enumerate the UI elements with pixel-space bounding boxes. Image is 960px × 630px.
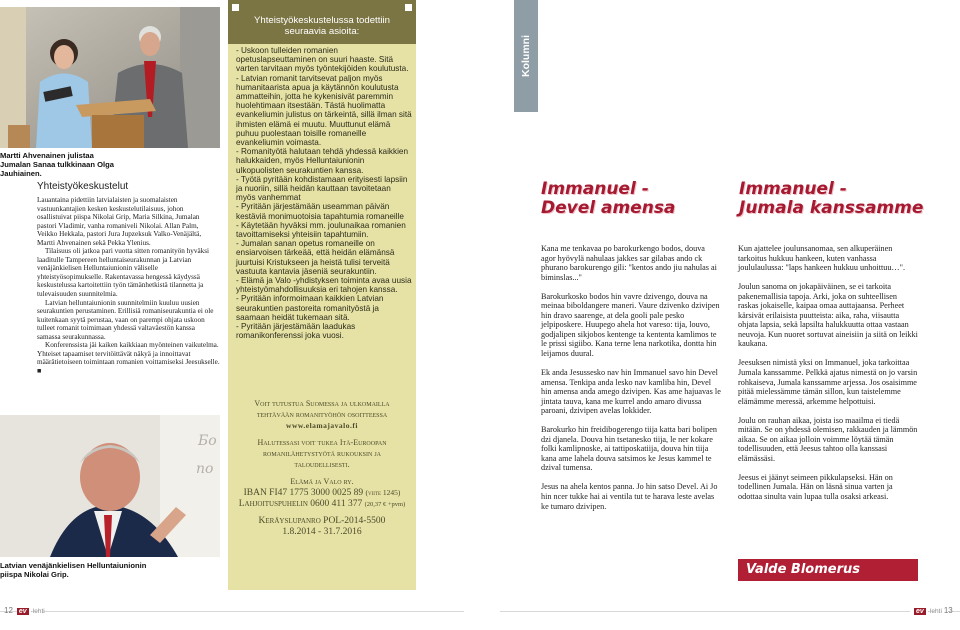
box-list-item: - Uskoon tulleiden romanien opetuslapseuttaminen on suuri haaste. Sitä varten tarvitaan myös työntekijöiden koulutusta. xyxy=(236,46,409,74)
finnish-heading-line1: Immanuel - xyxy=(739,179,847,199)
corner-ornament xyxy=(405,4,412,11)
permit-dates: 1.8.2014 - 31.7.2016 xyxy=(282,527,362,537)
box-list xyxy=(236,46,412,341)
permit-label: Keräyslupanro xyxy=(258,516,321,526)
website-link[interactable]: www.elamajavalo.fi xyxy=(286,421,358,430)
box-heading-line1: Yhteistyökeskustelussa todettiin xyxy=(254,15,390,26)
iban-reference: (viite 1245) xyxy=(365,488,401,497)
finnish-paragraph: Jeesus ei jäänyt seimeen pikkulapseksi. Hän on todellinen Jumala. Hän on läsnä sinua varten ja odottaa sinulta vain lupaa tulla osaksi arkeasi. xyxy=(738,472,893,502)
footer-divider xyxy=(44,611,464,612)
footer-divider xyxy=(500,611,910,612)
magazine-logo: ev xyxy=(916,608,924,615)
page-number: 13 xyxy=(943,606,953,615)
signature: Valde Blomerus xyxy=(746,562,860,577)
finnish-paragraph: Joulun sanoma on jokapäiväinen, se ei tarkoita pakenemallisia tapoja. Arki, joka on suhteellisen raskas jokaiselle, kaipaa omaa auttajaansa. Perheet kärsivät erilaisista puutteista: aika, raha, viisautta ohjata lapsia, sekä lapsilta halukkuutta ottaa vastaan neuvoja. Kun nuoret sortuvat aineisiin ja siitä on leikki kaukana. xyxy=(738,282,918,349)
romani-heading-line2: Devel amensa xyxy=(541,198,676,218)
finnish-paragraph: Kun ajattelee joulunsanomaa, sen alkuperäinen tarkoitus hukkuu hankeen, kuten vanhassa joululaulussa: "laps hankeen hukkuu unhoittuu…". xyxy=(738,244,906,273)
box-list-item: - Työtä pyritään kohdistamaan erityisesti lapsiin ja nuoriin, sillä heidän kauttaan tavoitetaan myös vanhemmat xyxy=(236,174,408,203)
column-tab xyxy=(514,0,538,112)
box-list-item: - Käytetään hyväksi mm. joulunaikaa romanien tavoittamiseksi yhteisiin tapahtumiin. xyxy=(236,220,406,240)
support-line: taloudellisesti. xyxy=(294,460,350,469)
phone-price: (20,37 € +pvm) xyxy=(364,501,406,508)
article-paragraph: Latvian helluntaiunionin suunnitelmiin kuuluu uusien seurakuntien perustaminen. Erillisiä romaniseurakuntia ei ole kuitenkaan syytä perustaa, vaan on parempi ohjata uskoon tulleet romanit toimimaan yhdessä valtaväestön kanssa samassa seurakunnassa. xyxy=(37,298,214,341)
finnish-column xyxy=(738,244,918,511)
article xyxy=(37,181,220,375)
corner-ornament xyxy=(232,4,239,11)
left-page-footer xyxy=(4,606,45,622)
support-line: romanilähetystyötä rukouksin ja xyxy=(263,449,381,458)
article-title: Yhteistyökeskustelut xyxy=(37,181,129,192)
photo-bishop xyxy=(0,415,220,557)
donation-phone: Lahjoituspuhelin 0600 411 377 xyxy=(238,499,363,509)
box-list-item: - Pyritään informoimaan kaikkien Latvian seurakuntien pastoreita romanityöstä ja saamaan heidät tukemaan sitä. xyxy=(236,294,384,322)
page-number: 12 xyxy=(4,606,13,615)
box-list-item: - Pyritään järjestämään laadukas romanikonferenssi joka vuosi. xyxy=(236,322,356,341)
iban: IBAN FI47 1775 3000 0025 89 xyxy=(243,488,364,498)
finnish-heading xyxy=(739,180,923,218)
box-list-item: - Elämä ja Valo -yhdistyksen toiminta avaa uusia yhteistyömahdollisuuksia eri tahojen kanssa. xyxy=(236,276,412,295)
box-heading-line2: seuraavia asioita: xyxy=(284,25,360,37)
magazine-logo-suffix: -lehti xyxy=(927,608,942,615)
right-page-footer xyxy=(912,606,953,622)
finnish-paragraph: Jeesuksen nimistä yksi on Immanuel, joka tarkoittaa Jumala kanssamme. Pelkkä ajatus nimestä on jo varsin rohkaiseva, Jumala kanssamme arjessa. Jos osaisimme pitää mielessämme tämän sillon, kun taistelemme elämämme meressä, arkemme helpottuisi. xyxy=(738,358,918,406)
svg-text:по: по xyxy=(196,461,214,477)
box-footer xyxy=(232,398,412,538)
column-tab-label: Kolumni xyxy=(520,35,532,77)
romani-paragraph: Jesus na ahela kentos panna. Jo hin satso Devel. Ai Jo hin ncer tukke hai ai ventila tut te harava leste avelas ke tumaro dzivipen. xyxy=(541,482,718,511)
permit-number: POL-2014-5500 xyxy=(323,516,386,526)
support-line: tehtävään romanityöhön osoitteessa xyxy=(256,410,388,419)
box-list-item: - Romanityötä halutaan tehdä yhdessä kaikkien halukkaiden, myös Helluntaiunionin ulkopuolisten seurakuntien kanssa. xyxy=(236,147,409,175)
romani-paragraph: Barokurkosko bodos hin vavre dzivengo, douva na meinaa biboldangere maneri. Vaure dzivenko dzivipen hin dravo saarenge, at dela gooli pale pesko jelpiposkere. Huupego ahela hot vareso: tija, louvo, godjalipen sikjobos kentenge ta kententa kamlimos te le prissi sigiibo. Kana terne lena narkotika, dontta hin leijamos duural. xyxy=(541,291,720,358)
article-paragraph: Tilaisuus oli jatkoa pari vuotta sitten romanityön hyväksi laaditulle Tampereen helluntaiseurakunnan ja Latvian venäjänkielisen Helluntaiunionin väliselle yhteistyösopimukselle. Rakentavassa hengessä käydyssä keskustelussa kartoitettiin työn tämänhetkistä tilannetta ja tulevaisuuden suunnitelmia. xyxy=(37,247,210,299)
sidebar-box xyxy=(228,0,416,590)
finnish-heading-line2: Jumala kanssamme xyxy=(739,198,924,218)
svg-text:Бо: Бо xyxy=(198,433,217,449)
box-list-item: - Jumalan sanan opetus romaneille on ensiarvoisen tärkeää, että heidän elämänsä juurtuisi Kristukseen ja heistä tulisi terveitä vastuuta kantavia jäseniä seurakuntiin. xyxy=(236,239,395,276)
romani-heading xyxy=(541,180,675,218)
romani-column xyxy=(541,244,721,521)
box-list-item: - Latvian romanit tarvitsevat paljon myös humanitaarista apua ja käytännön koulutusta ammatteihin, jotta he kykenisivät paremmin huolehtimaan itsestään. Tästä huolimatta evankeliumin julistus on tärkeintä, sillä ilman sitä ihmisten elämä ei muutu. Muuttunut elämä puhuu puolestaan toisille romaneille evankeliumin voimasta. xyxy=(236,73,412,148)
box-heading xyxy=(228,0,416,44)
magazine-logo-suffix: -lehti xyxy=(30,608,45,615)
magazine-logo: ev xyxy=(18,608,27,615)
box-list-item: - Pyritään järjestämään useamman päivän kestäviä monimuotoisia tapahtumia romaneille xyxy=(236,202,404,221)
photo-preachers xyxy=(0,7,220,148)
finnish-paragraph: Joulu on rauhan aikaa, joista iso maailma ei tiedä mitään. Se on yhdessä olemisen, rakkauden ja lämmön aikaa. Se on aikaa jolloin voimme löytää tämän todellisuuden, että Jeesus tahtoo olla kanssasi elämässäsi. xyxy=(738,415,918,463)
article-paragraph: Lauantaina pidettiin latvialaisten ja suomalaisten vastuunkantajien kesken keskustelutilaisuus, johon osallistuivat piispa Nikolai Grip, Maria Silkina, Jumalan pastori Vladimir, vanha romaniveli Nikolai. Allan Palm, Veikko Hekkala, pastori Jura Jupzeksuk Valko-Venäjältä, Martti Ahvenainen sekä Pekka Ylenius. xyxy=(37,196,202,247)
romani-paragraph: Barokurko hin freidibogerengo tiija katta bari bolipen dzi djanela. Douva hin tsetanesko tiija, le ner kokare folki kamlipnoske, ai tattiposkatiija, douva hin tiija kana ame lahela douva satsimos ke Jesus kammel te dzival tumensa. xyxy=(541,425,717,473)
romani-paragraph: Kana me tenkavaa po barokurkengo bodos, douva agor hyövylä nahulaas jakkes sar gilabas ando ck phurano barokurengo gili: "kentos ando jiu nahulas ai biminslas..." xyxy=(541,244,717,282)
photo-top-caption: Martti Ahvenainen julistaa Jumalan Sanaa tulkkinaan Olga Jauhiainen. xyxy=(0,151,114,178)
romani-paragraph: Ek anda Jesussesko nav hin Immanuel savo hin Devel amensa. Tenkipa anda lesko nav kamliba hin, Devel hin amensa anda amego dzivipen. Kas ame hajuavas le jintata tauva, kana me kurrel ando amaro divussa paroani, dzivipen avelas lokkider. xyxy=(541,368,721,416)
article-paragraph: Konferenssista jäi kaiken kaikkiaan myönteinen vaikutelma. Yhteiset tapaamiset tervitöittävät näkyä ja innoittavat määrätietoiseen toimintaan romanien voittamiseksi Jeesukselle. ■ xyxy=(37,341,220,375)
romani-heading-line1: Immanuel - xyxy=(541,179,649,199)
photo-bottom-caption: Latvian venäjänkielisen Helluntaiunionin piispa Nikolai Grip. xyxy=(0,561,147,579)
org-name: Elämä ja Valo ry. xyxy=(290,477,354,486)
support-line: Voit tutustua Suomessa ja ulkomailla xyxy=(254,399,390,408)
support-line: Halutessasi voit tukea Itä-Euroopan xyxy=(257,438,387,447)
signature-bar xyxy=(738,559,918,581)
